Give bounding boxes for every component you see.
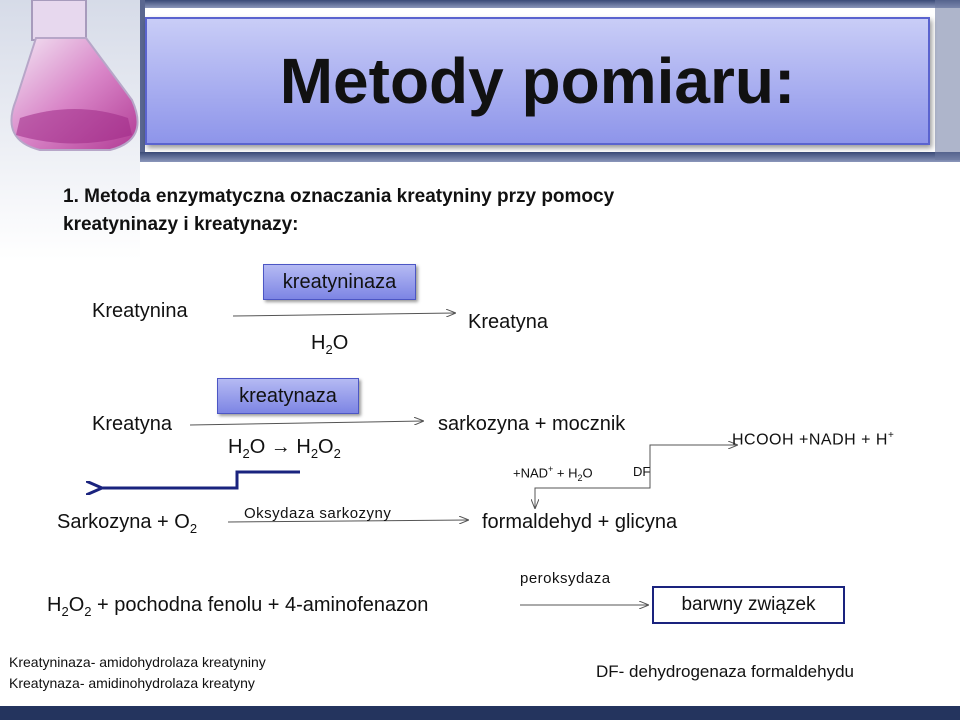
enzyme-box-kreatynaza: [217, 378, 359, 414]
reaction1-cofactor: $H_2O$: [311, 332, 349, 357]
reaction2-cofactor: $H_2O \to H_2O_2$: [228, 436, 341, 461]
enzyme-label-kreatyninaza: kreatyninaza: [282, 270, 397, 293]
branch-product: HCOOH +NADH + H+: [732, 430, 895, 449]
footnote-kreatyninaza: Kreatyninaza- amidohydrolaza kreatyniny: [9, 654, 266, 670]
reaction1-product: Kreatyna: [468, 311, 549, 333]
reaction2-product: sarkozyna + mocznik: [438, 413, 626, 435]
reaction3-substrate: Sarkozyna + $O_2$: [57, 511, 198, 536]
reaction3-enzyme: Oksydaza sarkozyny: [244, 505, 392, 522]
reaction2-substrate: Kreatyna: [92, 413, 173, 435]
arrow-reaction-1: [233, 313, 455, 316]
enzyme-label-kreatynaza: kreatynaza: [239, 384, 337, 407]
footnote-kreatynaza: Kreatynaza- amidinohydrolaza kreatyny: [9, 675, 255, 691]
blue-back-arrow: [100, 472, 300, 488]
intro-line-1: 1. Metoda enzymatyczna oznaczania kreatyniny przy pomocy: [63, 186, 615, 207]
reaction4-enzyme: peroksydaza: [520, 570, 611, 587]
branch-enzyme-df: DF: [633, 464, 651, 479]
page-title: Metody pomiaru:: [279, 45, 796, 117]
intro-line-2: kreatyninazy i kreatynazy:: [63, 214, 299, 235]
reaction4-product: barwny związek: [681, 594, 816, 615]
result-box: [652, 586, 845, 624]
arrow-reaction-2: [190, 421, 423, 425]
reaction4-substrate: $H_2O_2$ + pochodna fenolu + 4-aminofenazon: [47, 594, 429, 619]
footnote-df: DF- dehydrogenaza formaldehydu: [596, 662, 854, 681]
reaction3-product: formaldehyd + glicyna: [482, 511, 678, 533]
reaction1-substrate: Kreatynina: [92, 300, 188, 322]
enzyme-box-kreatyninaza: [263, 264, 416, 300]
branch-reagent: $+NAD^+ + H_2O$: [513, 464, 593, 483]
